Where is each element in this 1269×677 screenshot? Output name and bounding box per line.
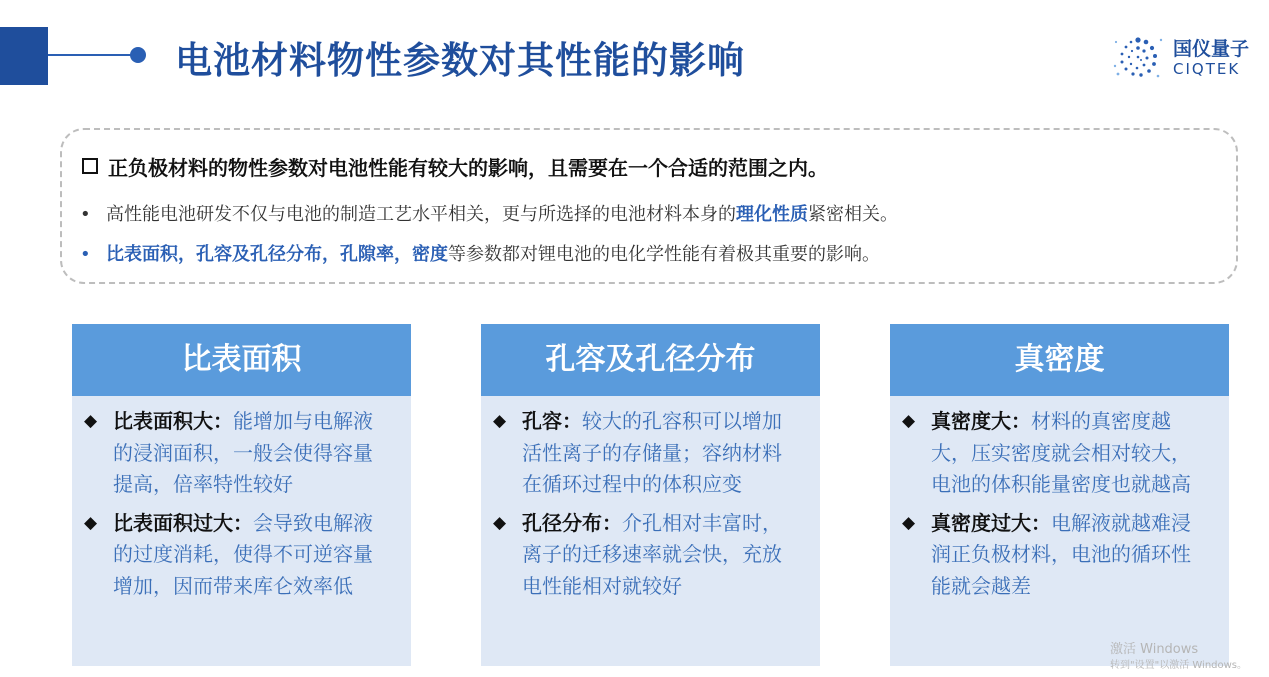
item-term: 真密度大： (931, 409, 1031, 433)
intro-bullet-2-highlight: 比表面积，孔容及孔径分布，孔隙率，密度 (106, 244, 448, 265)
company-logo (1110, 30, 1250, 86)
card-title: 比表面积 (72, 324, 411, 396)
item-term: 真密度过大： (931, 510, 1051, 535)
logo-english-name: CIQTEK (1173, 60, 1241, 78)
diamond-icon: ◆ (902, 411, 916, 431)
diamond-icon: ◆ (902, 512, 916, 533)
card-body (72, 396, 411, 602)
list-item (493, 406, 796, 501)
card-body (890, 396, 1229, 602)
item-text: 较大的孔容积可以增加活性离子的存储量；容纳材料在循环过程中的体积应变 (522, 409, 782, 496)
diamond-icon: ◆ (493, 411, 507, 431)
intro-bullet-1-tail: 紧密相关。 (808, 204, 898, 225)
card-body (481, 396, 820, 602)
intro-bullet-2-text: 等参数都对锂电池的电化学性能有着极其重要的影响。 (448, 244, 880, 265)
bullet-dot-icon: • (80, 244, 91, 265)
card-title: 真密度 (890, 324, 1229, 396)
list-item (84, 508, 387, 603)
intro-heading-text: 正负极材料的物性参数对电池性能有较大的影响，且需要在一个合适的范围之内。 (108, 156, 828, 180)
intro-bullet-1-text: 高性能电池研发不仅与电池的制造工艺水平相关，更与所选择的电池材料本身的 (106, 204, 736, 225)
card-pore-volume (481, 324, 820, 666)
item-text: 材料的真密度越大，压实密度就会相对较大，电池的体积能量密度也就越高 (931, 409, 1191, 496)
list-item (84, 406, 387, 501)
header-accent-block (0, 27, 48, 85)
list-item (902, 406, 1205, 501)
item-term: 孔径分布： (522, 510, 622, 535)
card-true-density (890, 324, 1229, 666)
bullet-dot-icon: • (80, 204, 91, 225)
windows-activation-watermark: 激活 Windows (1110, 642, 1199, 657)
diamond-icon: ◆ (493, 512, 507, 533)
list-item (493, 508, 796, 603)
diamond-icon: ◆ (84, 411, 98, 431)
checkbox-icon (82, 158, 98, 174)
item-text: 介孔相对丰富时，离子的迁移速率就会快，充放电性能相对就较好 (522, 510, 782, 598)
diamond-icon: ◆ (84, 512, 98, 533)
item-term: 孔容： (522, 409, 582, 433)
card-title: 孔容及孔径分布 (481, 324, 820, 396)
page-title: 电池材料物性参数对其性能的影响 (175, 39, 745, 82)
intro-bullet-1 (80, 200, 898, 226)
intro-bullet-1-highlight: 理化性质 (736, 204, 808, 225)
header-accent-dot (130, 47, 146, 63)
item-text: 会导致电解液的过度消耗，使得不可逆容量增加，因而带来库仑效率低 (113, 510, 373, 598)
card-surface-area (72, 324, 411, 666)
windows-activation-subtext: 转到"设置"以激活 Windows。 (1110, 660, 1248, 671)
item-term: 比表面积过大： (113, 510, 253, 535)
intro-bullet-2 (80, 240, 880, 266)
ciqtek-spiral-logo-icon (1110, 30, 1166, 86)
list-item (902, 508, 1205, 603)
logo-chinese-name: 国仪量子 (1173, 38, 1250, 60)
item-text: 能增加与电解液的浸润面积，一般会使得容量提高，倍率特性较好 (113, 409, 373, 496)
item-term: 比表面积大： (113, 409, 233, 433)
intro-heading (82, 152, 828, 181)
header-accent-line (48, 54, 132, 56)
item-text: 电解液就越难浸润正负极材料，电池的循环性能就会越差 (931, 510, 1191, 598)
